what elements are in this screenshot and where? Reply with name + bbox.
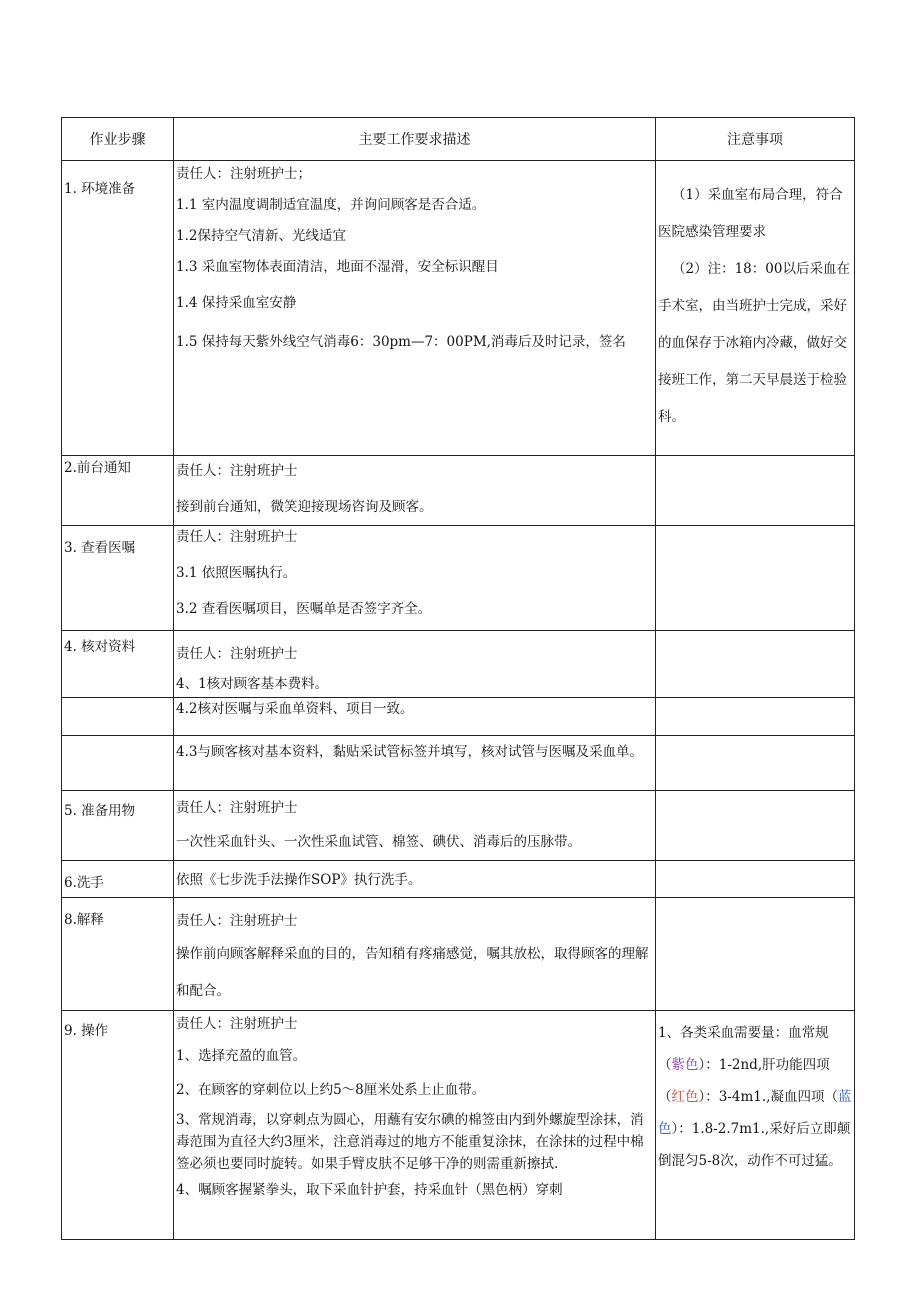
desc-line: 接到前台通知，微笑迎接现场咨询及顾客。 xyxy=(176,499,433,515)
desc-line: 责任人：注射班护士 xyxy=(176,463,298,479)
note-line: （1）采血室布局合理，符合医院感染管理要求 xyxy=(658,187,843,240)
desc-cell xyxy=(174,898,656,1011)
desc-line: 4、嘱顾客握紧拳头，取下采血针护套，持采血针（黑色柄）穿刺 xyxy=(176,1182,563,1198)
desc-line: 责任人：注射班护士 xyxy=(176,646,298,662)
note-cell xyxy=(656,456,855,526)
table-row xyxy=(62,791,855,861)
desc-line: 2、在顾客的穿刺位以上约5～8厘米处系上止血带。 xyxy=(176,1082,486,1098)
desc-line: 4、1核对顾客基本费料。 xyxy=(176,676,329,692)
step-cell: 6.洗手 xyxy=(62,861,174,898)
note-cell xyxy=(656,631,855,698)
note-line: （2）注：18：00以后采血在手术室，由当班护士完成，采好的血保存于冰箱内冷藏，做好交接班工作，第二天早晨送于检验科。 xyxy=(658,261,850,425)
step-cell: 5. 准备用物 xyxy=(62,791,174,861)
step-cell: 3. 查看医嘱 xyxy=(62,526,174,631)
note-cell xyxy=(656,898,855,1011)
desc-line: 1.1 室内温度调制适宜温度，并询问顾客是否合适。 xyxy=(176,197,486,213)
note-cell xyxy=(656,1011,855,1240)
desc-line: 操作前向顾客解释采血的目的，告知稍有疼痛感觉，嘱其放松，取得顾客的理解和配合。 xyxy=(176,946,649,999)
desc-line: 4.3与顾客核对基本资料，黏贴采试管标签并填写，核对试管与医嘱及采血单。 xyxy=(176,744,643,760)
desc-line: 1.4 保持采血室安静 xyxy=(176,295,297,311)
desc-line: 1.5 保持每天紫外线空气消毒6：30pm—7：00PM,消毒后及时记录，签名 xyxy=(176,334,626,350)
note-part: ）：3-4m1.,凝血四项（ xyxy=(698,1089,838,1105)
desc-line: 1、选择充盈的血管。 xyxy=(176,1048,307,1064)
table-row xyxy=(62,631,855,698)
table-row xyxy=(62,1011,855,1240)
desc-line: 1.2保持空气清新、光线适宜 xyxy=(176,228,346,244)
step-cell: 4. 核对资料 xyxy=(62,631,174,698)
note-part: 1、各类采血需要量：血常规（ xyxy=(658,1025,829,1073)
step-cell xyxy=(62,698,174,736)
desc-line: 责任人：注射班护士 xyxy=(176,1016,298,1032)
desc-line: 4.2核对医嘱与采血单资料、项目一致。 xyxy=(176,701,414,717)
desc-cell xyxy=(174,631,656,698)
desc-cell xyxy=(174,861,656,898)
table-row xyxy=(62,861,855,898)
header-row xyxy=(62,118,855,161)
step-cell: 2.前台通知 xyxy=(62,456,174,526)
desc-cell xyxy=(174,698,656,736)
desc-line: 责任人：注射班护士； xyxy=(176,166,311,182)
table-row xyxy=(62,698,855,736)
note-cell xyxy=(656,861,855,898)
desc-line: 3.1 依照医嘱执行。 xyxy=(176,565,297,581)
desc-line: 责任人：注射班护士 xyxy=(176,529,298,545)
desc-line: 3.2 查看医嘱项目，医嘱单是否签字齐全。 xyxy=(176,601,432,617)
color-label-purple: 紫色 xyxy=(671,1057,699,1073)
step-cell: 9. 操作 xyxy=(62,1011,174,1240)
col-header-desc: 主要工作要求描述 xyxy=(174,118,656,161)
desc-line: 依照《七步洗手法操作SOP》执行洗手。 xyxy=(176,872,422,888)
desc-line: 一次性采血针头、一次性采血试管、棉签、碘伏、消毒后的压脉带。 xyxy=(176,834,581,850)
note-part: ）：1.8-2.7m1.,采好后立即颠倒混匀5-8次，动作不可过猛。 xyxy=(658,1121,851,1169)
note-cell xyxy=(656,736,855,791)
note-cell xyxy=(656,791,855,861)
color-label-blue: 蓝色 xyxy=(658,1089,852,1137)
desc-cell xyxy=(174,161,656,456)
table-row xyxy=(62,456,855,526)
note-part: ）：1-2nd,肝功能四项（ xyxy=(658,1057,830,1105)
col-header-step: 作业步骤 xyxy=(62,118,174,161)
note-cell xyxy=(656,698,855,736)
step-cell: 1. 环境准备 xyxy=(62,161,174,456)
desc-line: 3、常规消毒，以穿刺点为圆心，用蘸有安尔碘的棉签由内到外螺旋型涂抹，消毒范围为直径大约3厘米，注意消毒过的地方不能重复涂抹，在涂抹的过程中棉签必须也要同时旋转。如果手臂皮肤不足够干净的则需重新擦拭. xyxy=(176,1112,644,1172)
color-label-red: 红色 xyxy=(671,1089,699,1105)
desc-cell xyxy=(174,1011,656,1240)
step-cell xyxy=(62,736,174,791)
desc-cell xyxy=(174,791,656,861)
desc-line: 责任人：注射班护士 xyxy=(176,800,298,816)
desc-cell xyxy=(174,456,656,526)
desc-line: 责任人：注射班护士 xyxy=(176,913,298,929)
table-row xyxy=(62,898,855,1011)
table-row xyxy=(62,736,855,791)
sop-table xyxy=(61,117,855,1240)
desc-cell xyxy=(174,736,656,791)
note-cell xyxy=(656,161,855,456)
step-cell: 8.解释 xyxy=(62,898,174,1011)
table-row xyxy=(62,526,855,631)
col-header-note: 注意事项 xyxy=(656,118,855,161)
desc-cell xyxy=(174,526,656,631)
note-cell xyxy=(656,526,855,631)
note-text xyxy=(658,1017,852,1177)
table-row xyxy=(62,161,855,456)
desc-line: 1.3 采血室物体表面清洁，地面不湿滑，安全标识醒目 xyxy=(176,259,499,275)
